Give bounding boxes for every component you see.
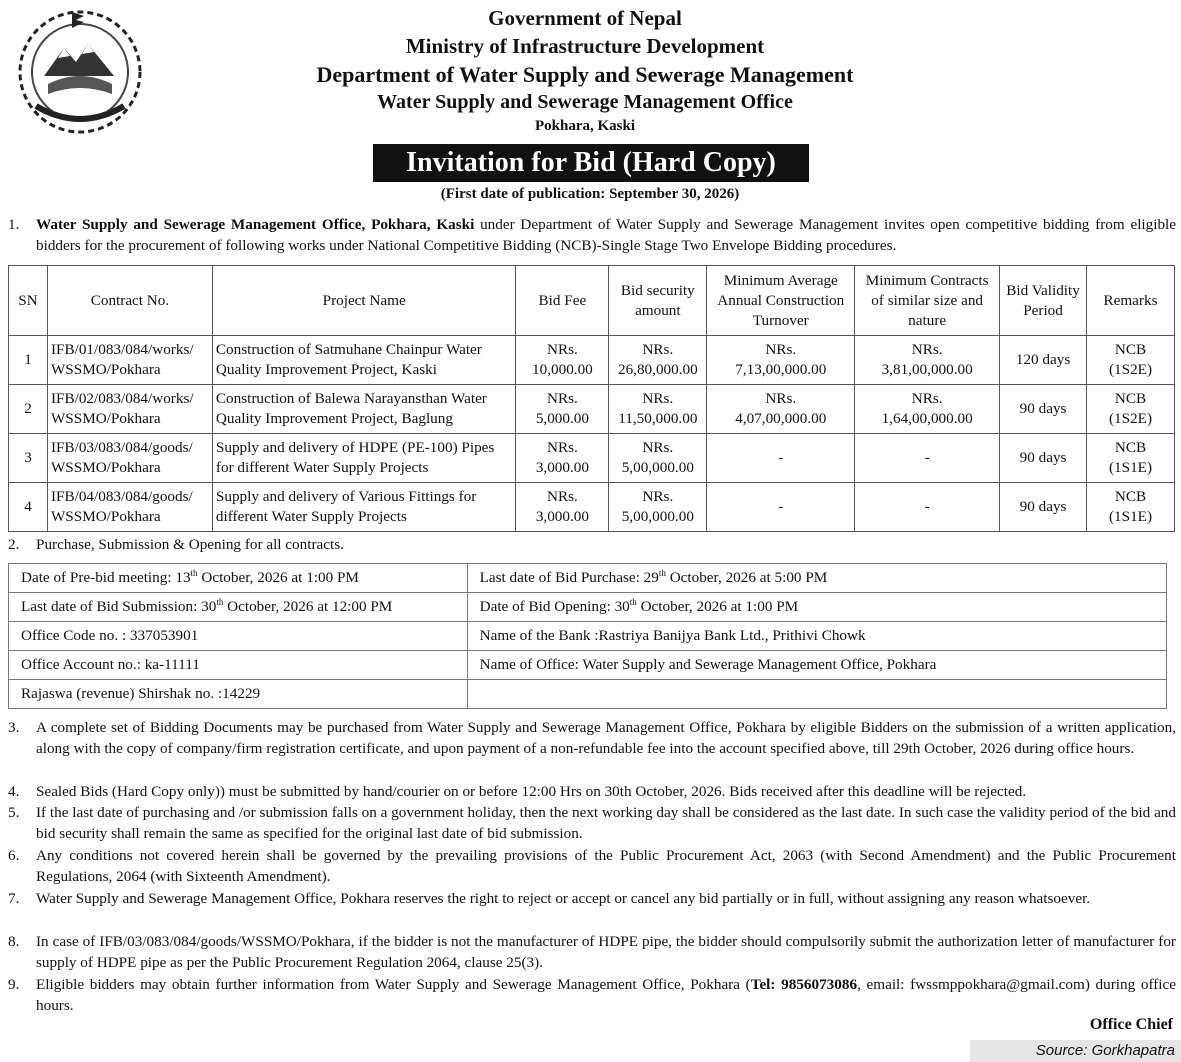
security-line: NRs. bbox=[642, 390, 674, 407]
remarks-line: (1S1E) bbox=[1108, 459, 1153, 476]
purchase-cell bbox=[467, 564, 1166, 593]
security-line: 5,00,000.00 bbox=[621, 459, 694, 476]
contract-line: WSSMO/Pokhara bbox=[50, 361, 161, 378]
paragraph-number: 2. bbox=[8, 536, 20, 553]
sn-cell: 2 bbox=[9, 385, 48, 434]
project-cell: Supply and delivery of Various Fittings for different Water Supply Projects bbox=[212, 483, 516, 532]
validity-cell: 90 days bbox=[1000, 434, 1087, 483]
turnover-line: 7,13,00,000.00 bbox=[735, 361, 827, 378]
security-line: 11,50,000.00 bbox=[618, 410, 698, 427]
empty-cell bbox=[467, 680, 1166, 709]
opening-sup: th bbox=[629, 596, 637, 607]
account-cell: Office Account no.: ka-11111 bbox=[9, 651, 468, 680]
paragraph-4-text: Sealed Bids (Hard Copy only)) must be submitted by hand/courier on or before 12:00 Hrs on 30th October, 2026. Bids received after this deadline will be rejected. bbox=[36, 783, 1027, 800]
paragraph-number: 7. bbox=[8, 890, 20, 907]
table-row bbox=[9, 593, 1167, 622]
remarks-line: NCB bbox=[1114, 341, 1147, 358]
prebid-sup: th bbox=[190, 567, 198, 578]
paragraph-1-text: under Department of Water Supply and Sewerage Management invites open competitive bidding from eligible bidders for the procurement of following works under National Competitive Bidding (NCB)-Single Stage Two Envelope Bidding procedures. bbox=[36, 216, 1176, 254]
paragraph-5 bbox=[8, 802, 1176, 844]
remarks-cell bbox=[1087, 434, 1175, 483]
fee-line: NRs. bbox=[546, 390, 578, 407]
project-cell: Construction of Balewa Narayansthan Water Quality Improvement Project, Baglung bbox=[212, 385, 516, 434]
remarks-cell bbox=[1087, 385, 1175, 434]
remarks-line: NCB bbox=[1114, 439, 1147, 456]
paragraph-1 bbox=[8, 214, 1176, 256]
contracts-line: NRs. bbox=[911, 390, 943, 407]
opening-text-end: October, 2026 at 1:00 PM bbox=[636, 598, 799, 615]
contracts-line: 1,64,00,000.00 bbox=[881, 410, 973, 427]
paragraph-9-text-end: , email: fwssmppokhara@gmail.com) during office hours. bbox=[36, 976, 1176, 1014]
ministry-title: Ministry of Infrastructure Development bbox=[405, 34, 765, 58]
paragraph-4 bbox=[8, 781, 1176, 802]
fee-line: NRs. bbox=[546, 488, 578, 505]
nepal-emblem-icon bbox=[14, 6, 146, 138]
purchase-text-end: October, 2026 at 5:00 PM bbox=[665, 569, 828, 586]
office-title: Water Supply and Sewerage Management Office bbox=[377, 91, 793, 113]
purchase-sup: th bbox=[658, 567, 666, 578]
fee-line: 3,000.00 bbox=[535, 508, 589, 525]
contract-line: IFB/04/083/084/goods/ bbox=[50, 488, 193, 505]
column-header: SN bbox=[9, 266, 48, 336]
column-header: Bid Validity Period bbox=[1000, 266, 1087, 336]
prebid-cell bbox=[9, 564, 468, 593]
paragraph-number: 9. bbox=[8, 976, 20, 993]
fee-line: 5,000.00 bbox=[535, 410, 589, 427]
schedule-table bbox=[8, 563, 1167, 709]
column-header: Minimum Average Annual Construction Turnover bbox=[707, 266, 855, 336]
fee-line: NRs. bbox=[546, 439, 578, 456]
turnover-cell bbox=[707, 385, 855, 434]
contract-cell bbox=[47, 385, 212, 434]
paragraph-number: 3. bbox=[8, 719, 20, 736]
table-row bbox=[9, 622, 1167, 651]
prebid-text: Date of Pre-bid meeting: 13 bbox=[21, 569, 191, 586]
contract-cell bbox=[47, 434, 212, 483]
paragraph-7 bbox=[8, 888, 1176, 909]
paragraph-7-text: Water Supply and Sewerage Management Office, Pokhara reserves the right to reject or accept or cancel any bid partially or in full, without assigning any reason whatsoever. bbox=[36, 890, 1091, 907]
fee-line: 3,000.00 bbox=[535, 459, 589, 476]
publication-date: (First date of publication: September 30, 2026) bbox=[440, 186, 740, 202]
government-title: Government of Nepal bbox=[488, 6, 682, 30]
security-line: 5,00,000.00 bbox=[621, 508, 694, 525]
project-cell: Construction of Satmuhane Chainpur Water Quality Improvement Project, Kaski bbox=[212, 336, 516, 385]
office-code-cell: Office Code no. : 337053901 bbox=[9, 622, 468, 651]
security-cell bbox=[609, 336, 707, 385]
opening-cell bbox=[467, 593, 1166, 622]
security-cell bbox=[609, 434, 707, 483]
sn-cell: 1 bbox=[9, 336, 48, 385]
fee-cell bbox=[516, 336, 609, 385]
paragraph-9 bbox=[8, 974, 1176, 1016]
turnover-cell: - bbox=[707, 483, 855, 532]
turnover-line: NRs. bbox=[765, 341, 797, 358]
table-row bbox=[9, 385, 1175, 434]
contracts-cell: - bbox=[855, 483, 1000, 532]
turnover-line: NRs. bbox=[765, 390, 797, 407]
fee-line: 10,000.00 bbox=[532, 361, 593, 378]
submission-text-end: October, 2026 at 12:00 PM bbox=[223, 598, 393, 615]
submission-cell bbox=[9, 593, 468, 622]
source-label: Source: Gorkhapatra bbox=[970, 1040, 1181, 1062]
column-header: Contract No. bbox=[47, 266, 212, 336]
opening-text: Date of Bid Opening: 30 bbox=[479, 598, 630, 615]
fee-cell bbox=[516, 483, 609, 532]
table-row bbox=[9, 483, 1175, 532]
contract-line: WSSMO/Pokhara bbox=[50, 410, 161, 427]
remarks-line: NCB bbox=[1114, 488, 1147, 505]
table-row bbox=[9, 680, 1167, 709]
remarks-line: (1S2E) bbox=[1108, 410, 1153, 427]
turnover-cell: - bbox=[707, 434, 855, 483]
paragraph-number: 5. bbox=[8, 804, 20, 821]
turnover-line: 4,07,00,000.00 bbox=[735, 410, 827, 427]
contracts-cell bbox=[855, 336, 1000, 385]
department-title: Department of Water Supply and Sewerage Management bbox=[316, 62, 854, 87]
table-header-row bbox=[9, 266, 1175, 336]
security-cell bbox=[609, 483, 707, 532]
remarks-cell bbox=[1087, 483, 1175, 532]
table-row bbox=[9, 564, 1167, 593]
contract-line: IFB/01/083/084/works/ bbox=[50, 341, 194, 358]
contracts-line: 3,81,00,000.00 bbox=[881, 361, 973, 378]
paragraph-number: 6. bbox=[8, 847, 20, 864]
bank-cell: Name of the Bank :Rastriya Banijya Bank Ltd., Prithivi Chowk bbox=[467, 622, 1166, 651]
paragraph-8-text: In case of IFB/03/083/084/goods/WSSMO/Pokhara, if the bidder is not the manufacturer of HDPE pipe, the bidder should compulsorily submit the authorization letter of manufacturer for supply of HDPE pipe as per the Public Procurement Regulation 2064, clause 25(3). bbox=[36, 933, 1176, 971]
paragraph-number: 4. bbox=[8, 783, 20, 800]
bid-title-banner: Invitation for Bid (Hard Copy) bbox=[373, 144, 809, 182]
contract-line: IFB/02/083/084/works/ bbox=[50, 390, 194, 407]
turnover-cell bbox=[707, 336, 855, 385]
paragraph-6-text: Any conditions not covered herein shall be governed by the prevailing provisions of the Public Procurement Act, 2063 (with Second Amendment) and the Public Procurement Regulations, 2064 (with Sixteenth Amendment). bbox=[36, 847, 1176, 885]
table-row bbox=[9, 651, 1167, 680]
security-line: NRs. bbox=[642, 439, 674, 456]
contract-cell bbox=[47, 336, 212, 385]
contract-cell bbox=[47, 483, 212, 532]
column-header: Bid security amount bbox=[609, 266, 707, 336]
prebid-text-end: October, 2026 at 1:00 PM bbox=[197, 569, 359, 586]
security-line: 26,80,000.00 bbox=[617, 361, 698, 378]
sn-cell: 3 bbox=[9, 434, 48, 483]
fee-line: NRs. bbox=[546, 341, 578, 358]
paragraph-3 bbox=[8, 717, 1176, 759]
office-name-cell: Name of Office: Water Supply and Sewerage Management Office, Pokhara bbox=[467, 651, 1166, 680]
contract-line: WSSMO/Pokhara bbox=[50, 459, 161, 476]
paragraph-9-text: Eligible bidders may obtain further information from Water Supply and Sewerage Management Office, Pokhara ( bbox=[36, 976, 751, 993]
paragraph-1-bold: Water Supply and Sewerage Management Office, Pokhara, Kaski bbox=[36, 216, 475, 233]
column-header: Remarks bbox=[1087, 266, 1175, 336]
column-header: Bid Fee bbox=[516, 266, 609, 336]
remarks-line: (1S1E) bbox=[1108, 508, 1153, 525]
paragraph-2 bbox=[8, 534, 1176, 555]
submission-text: Last date of Bid Submission: 30 bbox=[21, 598, 217, 615]
contracts-cell: - bbox=[855, 434, 1000, 483]
rajaswa-cell: Rajaswa (revenue) Shirshak no. :14229 bbox=[9, 680, 468, 709]
table-row bbox=[9, 336, 1175, 385]
validity-cell: 90 days bbox=[1000, 385, 1087, 434]
paragraph-number: 8. bbox=[8, 933, 20, 950]
header bbox=[230, 4, 940, 136]
remarks-line: (1S2E) bbox=[1108, 361, 1153, 378]
security-cell bbox=[609, 385, 707, 434]
paragraph-5-text: If the last date of purchasing and /or submission falls on a government holiday, then the next working day shall be considered as the last date. In such case the validity period of the bid and bid security shall remain the same as specified for the original last date of bid submission. bbox=[36, 804, 1176, 842]
fee-cell bbox=[516, 385, 609, 434]
column-header: Minimum Contracts of similar size and nature bbox=[855, 266, 1000, 336]
purchase-text: Last date of Bid Purchase: 29 bbox=[479, 569, 659, 586]
security-line: NRs. bbox=[642, 488, 674, 505]
validity-cell: 120 days bbox=[1000, 336, 1087, 385]
office-location: Pokhara, Kaski bbox=[534, 118, 636, 134]
office-chief-signature: Office Chief bbox=[1089, 1016, 1173, 1033]
paragraph-3-text: A complete set of Bidding Documents may be purchased from Water Supply and Sewerage Management Office, Pokhara by eligible Bidders on the submission of a written application, along with the copy of company/firm registration certificate, and upon payment of a non-refundable fee into the account specified above, till 29th October, 2026 during office hours. bbox=[36, 719, 1176, 757]
fee-cell bbox=[516, 434, 609, 483]
paragraph-6 bbox=[8, 845, 1176, 887]
remarks-cell bbox=[1087, 336, 1175, 385]
table-row bbox=[9, 434, 1175, 483]
contract-line: IFB/03/083/084/goods/ bbox=[50, 439, 193, 456]
sn-cell: 4 bbox=[9, 483, 48, 532]
paragraph-9-tel: Tel: 9856073086 bbox=[750, 976, 858, 993]
submission-sup: th bbox=[216, 596, 224, 607]
column-header: Project Name bbox=[212, 266, 516, 336]
contracts-line: NRs. bbox=[911, 341, 943, 358]
contracts-cell bbox=[855, 385, 1000, 434]
project-cell: Supply and delivery of HDPE (PE-100) Pipes for different Water Supply Projects bbox=[212, 434, 516, 483]
validity-cell: 90 days bbox=[1000, 483, 1087, 532]
paragraph-number: 1. bbox=[8, 216, 20, 233]
contract-line: WSSMO/Pokhara bbox=[50, 508, 161, 525]
contracts-table bbox=[8, 265, 1175, 532]
paragraph-8 bbox=[8, 931, 1176, 973]
paragraph-2-text: Purchase, Submission & Opening for all contracts. bbox=[36, 536, 344, 553]
security-line: NRs. bbox=[642, 341, 674, 358]
remarks-line: NCB bbox=[1114, 390, 1147, 407]
